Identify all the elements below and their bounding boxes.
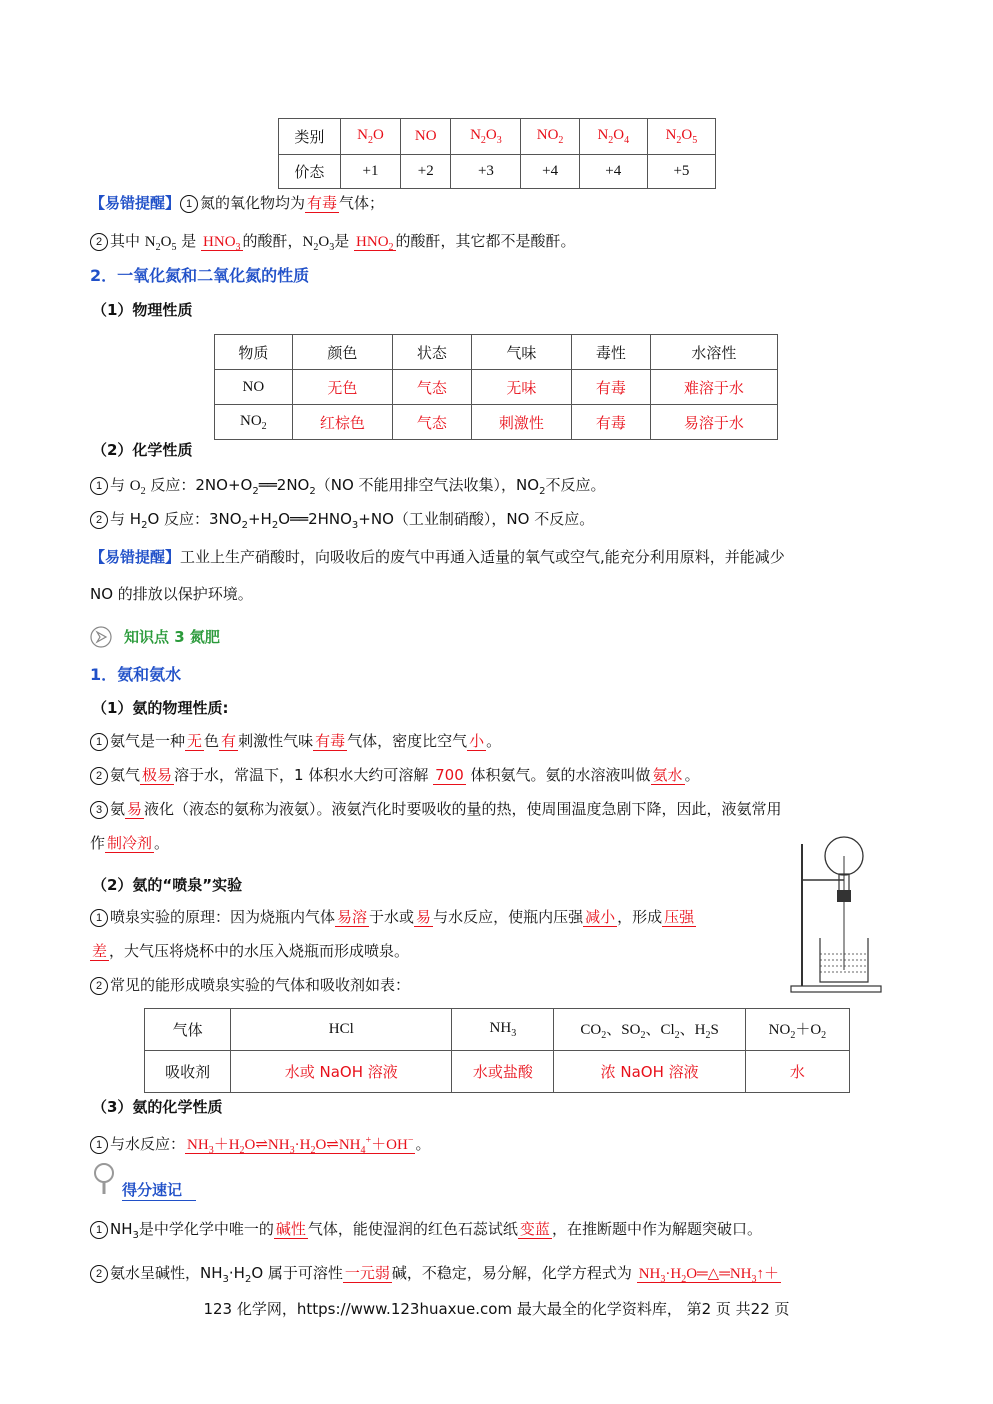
fountain-p1-line2: 差 ，大气压将烧杯中的水压入烧瓶而形成喷泉。	[92, 942, 410, 960]
col-head: 水溶性	[650, 335, 777, 370]
ammonia-p1: 1 氨气是一种 无 色 有 刺激性气味 有毒 气体，密度比空气 小 。	[90, 730, 501, 752]
row-name-no2: $NO_2$	[215, 405, 293, 440]
physical-properties-table	[214, 334, 778, 440]
valence-head-state: 价态	[279, 155, 341, 189]
knowledge3-sec1: 1．氨和氨水	[90, 665, 182, 684]
valence-value: +4	[521, 155, 579, 189]
cell: 易溶于水	[650, 405, 777, 440]
fountain-p2: 2 常见的能形成喷泉实验的气体和吸收剂如表：	[90, 974, 410, 996]
fountain-p1-line1: 1 喷泉实验的原理：因为烧瓶内气体 易溶 于水或 易 与水反应，使瓶内压强 减小 ，形成 压强	[90, 906, 696, 928]
chem-reaction-1: 1 与 $O_2$ 反应：$2NO+O_2══2NO_2(NO$ 不能用排空气法收集），$NO_2$不反应。	[90, 474, 605, 503]
valence-value: +1	[340, 155, 400, 189]
cell: 有毒	[572, 405, 651, 440]
ftable-head-absorbent: 吸收剂	[145, 1051, 231, 1093]
cell: 刺激性	[471, 405, 571, 440]
chem-reaction-2: 2 与 $H_2O$ 反应：$3NO_2+H_2O══2HNO_3+NO$（工业制硝酸），NO 不反应。	[90, 508, 594, 537]
ftable-head-gas: 气体	[145, 1009, 231, 1051]
valence-value: +3	[451, 155, 521, 189]
cell: 有毒	[572, 370, 651, 405]
oxide-n2o4: $N_2O_4$	[579, 119, 647, 155]
oxide-no: NO	[401, 119, 451, 155]
section2-sub2: （2）化学性质	[92, 441, 193, 459]
page-footer: 123 化学网，https://www.123huaxue.com 最大最全的化学资料库， 第2 页 共22 页	[203, 1300, 790, 1318]
section2-title: 2．一氧化氮和二氧化氮的性质	[90, 266, 310, 285]
valence-value: +2	[401, 155, 451, 189]
valence-value: +5	[647, 155, 715, 189]
tip1-line1: 【易错提醒】 1 氮的氧化物均为 有毒 气体；	[90, 194, 385, 212]
col-head: 气味	[471, 335, 571, 370]
tip2-line2: NO 的排放以保护环境。	[90, 585, 253, 603]
absorbent-cell: 水或 NaOH 溶液	[231, 1051, 452, 1093]
oxide-n2o5: $N_2O_5$	[647, 119, 715, 155]
oxide-n2o3: $N_2O_3$	[451, 119, 521, 155]
ammonia-p2: 2 氨气 极易 溶于水，常温下，1 体积水大约可溶解 700 体积氨气。氨的水溶液叫做 氨水 。	[90, 764, 700, 786]
ammonia-p3-line2: 作 制冷剂 。	[90, 834, 170, 852]
cell: 无色	[292, 370, 392, 405]
gas-acidic: $CO_2$、$SO_2$、$Cl_2$、$H_2S$	[554, 1009, 745, 1051]
tip2-line1: 【易错提醒】工业上生产硝酸时，向吸收后的废气中再通入适量的氧气或空气,能充分利用原料，并能减少	[90, 548, 785, 566]
col-head: 毒性	[572, 335, 651, 370]
valence-head-category: 类别	[279, 119, 341, 155]
knowledge3-sub1: （1）氨的物理性质:	[92, 699, 229, 717]
row-name-no: NO	[215, 370, 293, 405]
oxide-no2: $NO_2$	[521, 119, 579, 155]
arrow-circle-icon	[90, 626, 112, 648]
gas-hcl: HCl	[231, 1009, 452, 1051]
absorbent-cell: 浓 NaOH 溶液	[554, 1051, 745, 1093]
memo-1: 1 $NH_3$是中学化学中唯一的 碱性 气体，能使湿润的红色石蕊试纸 变蓝 ，在推断题中作为解题突破口。	[90, 1218, 762, 1247]
fountain-gas-table	[144, 1008, 850, 1093]
valence-value: +4	[579, 155, 647, 189]
memo-2: 2 氨水呈碱性，$NH_3\cdot H_2O$ 属于可溶性 一元弱 碱，不稳定，易分解，化学方程式为 $NH_3\cdot H_2O═\triangle═NH_3↑+$	[90, 1262, 781, 1291]
knowledge3-title: 知识点 3 氮肥	[124, 628, 220, 646]
knowledge3-sub3: （3）氨的化学性质	[92, 1098, 223, 1116]
col-head: 物质	[215, 335, 293, 370]
absorbent-cell: 水	[745, 1051, 849, 1093]
lightbulb-icon	[92, 1162, 118, 1196]
col-head: 状态	[393, 335, 472, 370]
cell: 气态	[393, 405, 472, 440]
knowledge3-sub2: （2）氨的“喷泉”实验	[92, 876, 243, 894]
oxide-n2o: $N_2O$	[340, 119, 400, 155]
absorbent-cell: 水或盐酸	[452, 1051, 554, 1093]
section2-sub1: （1）物理性质	[92, 301, 193, 319]
memo-title: 得分速记	[122, 1180, 196, 1201]
gas-no2-o2: $NO_2+O_2$	[745, 1009, 849, 1051]
cell: 气态	[393, 370, 472, 405]
fountain-apparatus-illustration	[788, 830, 884, 996]
col-head: 颜色	[292, 335, 392, 370]
gas-nh3: $NH_3$	[452, 1009, 554, 1051]
cell: 无味	[471, 370, 571, 405]
cell: 难溶于水	[650, 370, 777, 405]
tip1-line2: 2 其中 $N_2O_5$ 是 $HNO_3$ 的酸酐，$N_2O_3$是 $HNO_2$ 的酸酐，其它都不是酸酐。	[90, 230, 576, 259]
ammonia-p3-line1: 3 氨 易 液化（液态的氨称为液氨）。液氨汽化时要吸收的量的热，使周围温度急剧下降，因此，液氨常用	[90, 798, 782, 820]
cell: 红棕色	[292, 405, 392, 440]
valence-table	[278, 118, 716, 189]
ammonia-water-reaction: 1 与水反应： $NH_3+H_2O\rightleftharpoons NH_3\cdot H_2O\rightleftharpoons NH_4^++OH^-$ 。	[90, 1130, 430, 1162]
